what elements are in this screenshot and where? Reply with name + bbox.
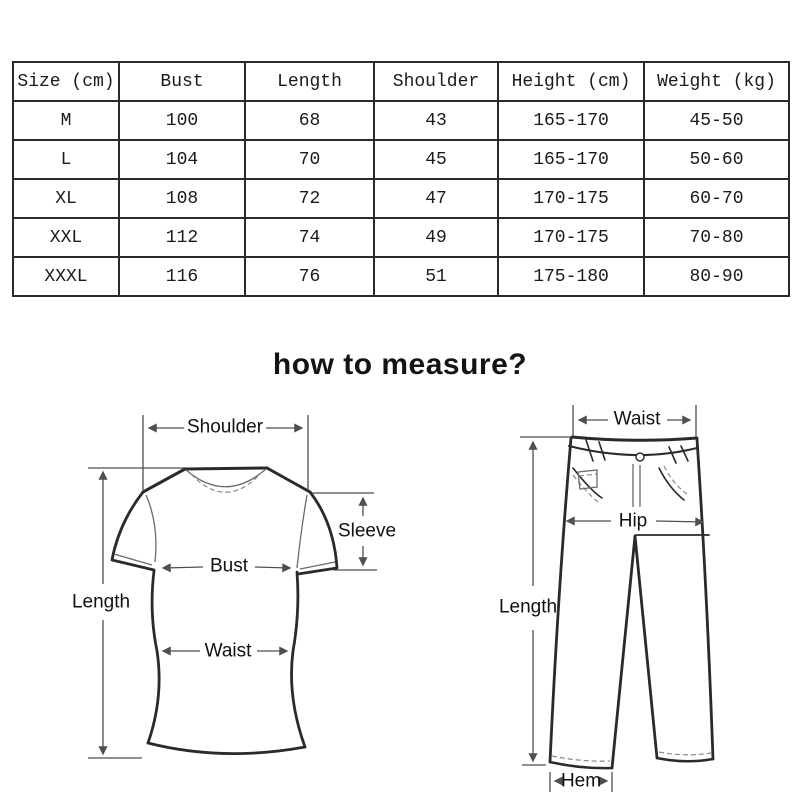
table-cell: XXL	[13, 218, 119, 257]
shirt-length-label: Length	[71, 591, 131, 613]
table-row	[13, 218, 789, 257]
column-header-length: Length	[245, 62, 374, 101]
table-cell: 47	[374, 179, 498, 218]
table-cell: XL	[13, 179, 119, 218]
table-row	[13, 140, 789, 179]
pants-button	[636, 453, 644, 461]
column-header-height: Height (cm)	[498, 62, 644, 101]
tshirt-drawing	[112, 468, 337, 754]
table-cell: 70-80	[644, 218, 789, 257]
table-cell: 74	[245, 218, 374, 257]
table-row	[13, 179, 789, 218]
size-table	[12, 61, 790, 297]
table-cell: 165-170	[498, 101, 644, 140]
pants-hip-label: Hip	[618, 510, 648, 532]
table-cell: 104	[119, 140, 245, 179]
table-cell: L	[13, 140, 119, 179]
table-cell: 45	[374, 140, 498, 179]
column-header-weight: Weight (kg)	[644, 62, 789, 101]
table-cell: 50-60	[644, 140, 789, 179]
pants-length-label: Length	[498, 596, 558, 618]
section-title: how to measure?	[272, 348, 528, 381]
table-cell: 165-170	[498, 140, 644, 179]
table-cell: 43	[374, 101, 498, 140]
table-cell: 170-175	[498, 218, 644, 257]
table-cell: 80-90	[644, 257, 789, 296]
table-cell: M	[13, 101, 119, 140]
table-cell: 108	[119, 179, 245, 218]
tshirt-annotations	[72, 415, 396, 758]
table-cell: 49	[374, 218, 498, 257]
table-cell: 116	[119, 257, 245, 296]
shirt-bust-label: Bust	[209, 555, 249, 577]
pants-drawing	[550, 437, 713, 768]
table-cell: 175-180	[498, 257, 644, 296]
table-cell: 170-175	[498, 179, 644, 218]
column-header-bust: Bust	[119, 62, 245, 101]
table-cell: 45-50	[644, 101, 789, 140]
column-header-shoulder: Shoulder	[374, 62, 498, 101]
table-cell: 68	[245, 101, 374, 140]
table-row	[13, 101, 789, 140]
table-cell: 76	[245, 257, 374, 296]
table-cell: 112	[119, 218, 245, 257]
column-header-size: Size (cm)	[13, 62, 119, 101]
table-row	[13, 257, 789, 296]
table-cell: 100	[119, 101, 245, 140]
shirt-sleeve-label: Sleeve	[337, 520, 397, 542]
pants-waist-label: Waist	[613, 408, 661, 430]
table-cell: 51	[374, 257, 498, 296]
pants-hem-label: Hem	[560, 770, 602, 792]
table-cell: 60-70	[644, 179, 789, 218]
table-cell: 70	[245, 140, 374, 179]
pants-annotations	[499, 405, 703, 792]
measure-diagram	[0, 390, 800, 800]
shirt-waist-label: Waist	[204, 640, 252, 662]
shirt-shoulder-label: Shoulder	[186, 416, 264, 438]
table-header-row	[13, 62, 789, 101]
table-cell: 72	[245, 179, 374, 218]
table-cell: XXXL	[13, 257, 119, 296]
